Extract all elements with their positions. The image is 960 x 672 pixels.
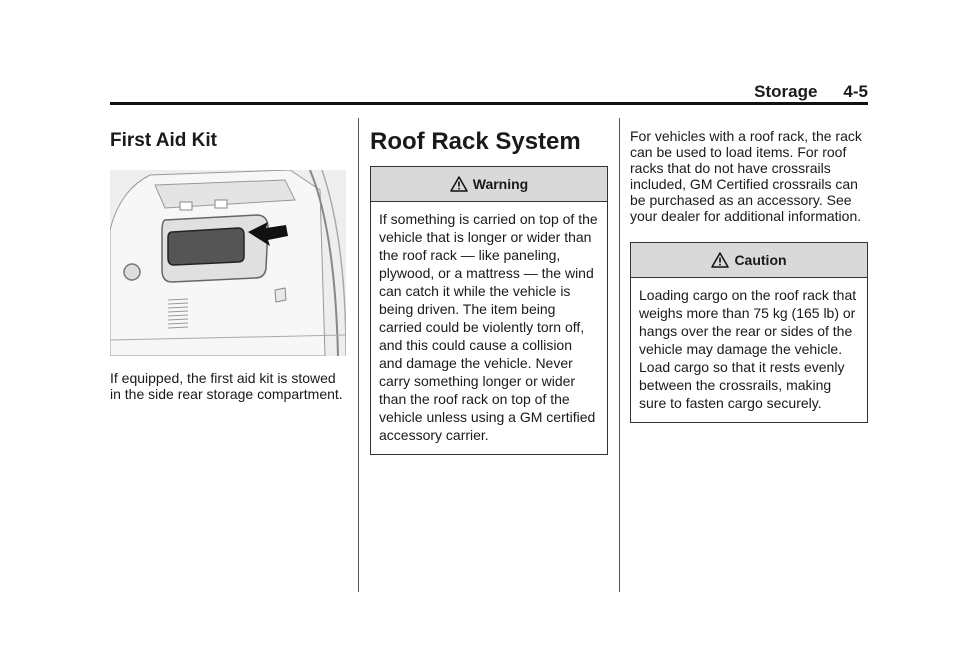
column-divider: [358, 118, 359, 592]
page-number: 4-5: [843, 82, 868, 101]
first-aid-heading: First Aid Kit: [110, 130, 217, 151]
caution-box: [630, 242, 868, 423]
first-aid-text: If equipped, the first aid kit is stowed in the side rear storage compartment.: [110, 370, 343, 402]
warning-triangle-icon: [450, 176, 468, 192]
caution-header: [631, 243, 867, 278]
caution-label: Caution: [734, 252, 787, 268]
column-roof-rack-continued: [630, 118, 868, 423]
warning-text: If something is carried on top of the vehicle that is longer or wider than the roof rack — like paneling, plywood, or a mattress — the wind can catch it while the vehicle is being driven. The item being carried could be violently torn off, and this could cause a collision and damage the vehicle. Never carry something longer or wider than the roof rack on top of the vehicle unless using a GM certified accessory carrier.: [379, 211, 598, 443]
column-first-aid: [110, 118, 346, 402]
warning-label: Warning: [472, 176, 529, 192]
column-divider: [619, 118, 620, 592]
column-roof-rack: [370, 118, 608, 455]
page-header: [110, 82, 868, 102]
warning-box: [370, 166, 608, 455]
roof-rack-intro: For vehicles with a roof rack, the rack can be used to load items. For roof racks that do not have crossrails included, GM Certified crossrails can be purchased as an accessory. See your dealer for additional information.: [630, 128, 862, 224]
roof-rack-heading: Roof Rack System: [370, 128, 581, 155]
first-aid-illustration: [110, 170, 346, 356]
warning-triangle-icon: [711, 252, 729, 268]
warning-header: [371, 167, 607, 202]
header-rule: [110, 102, 868, 105]
caution-text: Loading cargo on the roof rack that weighs more than 75 kg (165 lb) or hangs over the rear or sides of the vehicle may damage the vehicle. Load cargo so that it rests evenly between the crossrails, making sure to fasten cargo securely.: [639, 287, 857, 411]
section-name: Storage: [754, 82, 818, 101]
